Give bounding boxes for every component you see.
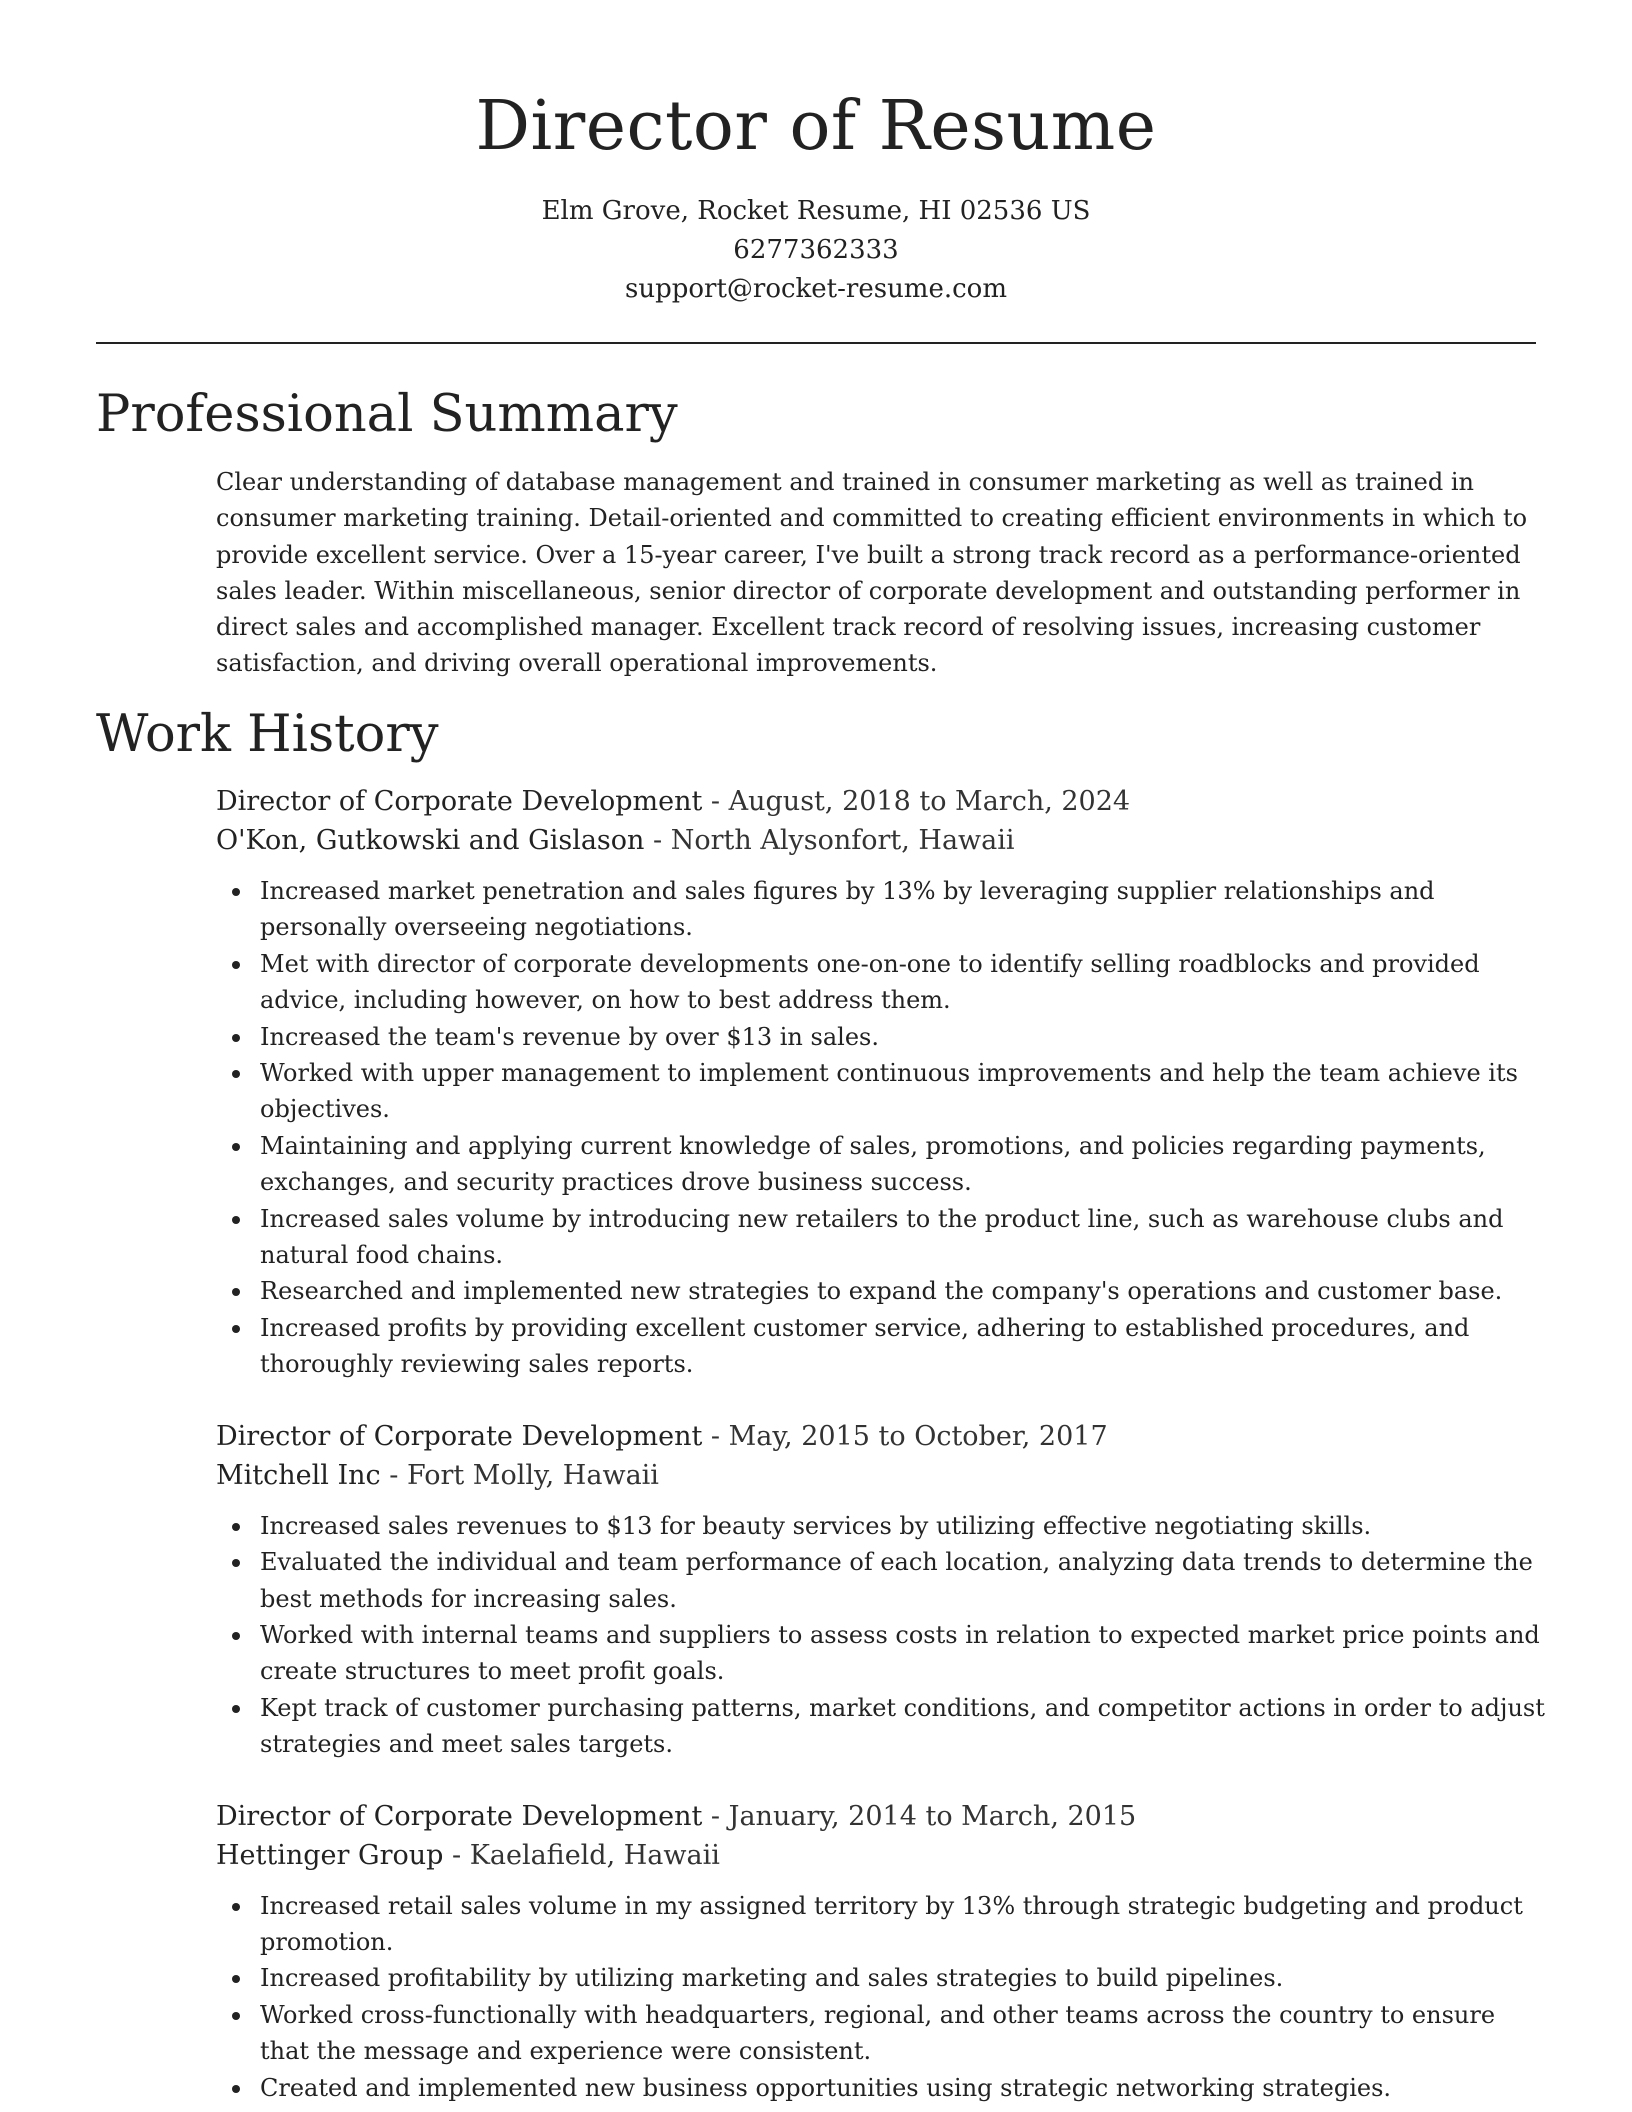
job-location: Fort Molly, Hawaii — [406, 1459, 659, 1491]
job-bullet: Increased the team's revenue by over $13 in sales. — [216, 1019, 1546, 1055]
job-bullet: Met with director of corporate developments one-on-one to identify selling roadblocks and provided advice, including however, on how to best address them. — [216, 946, 1546, 1019]
job-bullets — [216, 1508, 1546, 1763]
contact-email: support@rocket-resume.com — [624, 274, 1007, 304]
job-bullet: Maintaining and applying current knowledge of sales, promotions, and policies regarding payments, exchanges, and security practices drove business success. — [216, 1128, 1546, 1201]
job-separator: - — [443, 1839, 470, 1871]
job-company-line — [216, 1456, 1546, 1495]
job-bullets — [216, 873, 1546, 1383]
job-bullet: Increased profits by providing excellent customer service, adhering to established procedures, and thoroughly reviewing sales reports. — [216, 1310, 1546, 1383]
job-title: Director of Corporate Development — [216, 1420, 703, 1452]
job-company-line — [216, 1836, 1546, 1875]
job-location: Kaelafield, Hawaii — [469, 1839, 720, 1871]
job-location: North Alysonfort, Hawaii — [670, 825, 1015, 856]
job-separator: - — [644, 825, 671, 856]
job-entry — [216, 1417, 1546, 1763]
job-title-line — [216, 782, 1546, 821]
summary-text: Clear understanding of database management and trained in consumer marketing as well as trained in consumer marketing training. Detail-oriented and committed to creating efficient environments in which to provide excellent service. Over a 15-year career, I've built a strong track record as a performance-oriented sales leader. Within miscellaneous, senior director of corporate development and outstanding performer in direct sales and accomplished manager. Excellent track record of resolving issues, increasing customer satisfaction, and driving overall operational improvements. — [216, 468, 1528, 678]
job-company: O'Kon, Gutkowski and Gislason — [216, 825, 645, 856]
contact-address: Elm Grove, Rocket Resume, HI 02536 US — [541, 196, 1091, 226]
job-bullet: Increased sales revenues to $13 for beauty services by utilizing effective negotiating skills. — [216, 1508, 1546, 1544]
job-dates: January, 2014 to March, 2015 — [728, 1800, 1137, 1832]
contact-info — [0, 192, 1632, 309]
header-divider — [96, 342, 1536, 344]
job-company-line — [216, 821, 1546, 860]
work-history-list — [216, 782, 1546, 2112]
job-bullet: Increased profitability by utilizing marketing and sales strategies to build pipelines. — [216, 1960, 1546, 1996]
job-bullet: Worked with upper management to implement continuous improvements and help the team achieve its objectives. — [216, 1055, 1546, 1128]
job-bullet: Created and implemented new business opportunities using strategic networking strategies. — [216, 2070, 1546, 2106]
job-entry — [216, 782, 1546, 1383]
job-dates: August, 2018 to March, 2024 — [728, 786, 1131, 817]
work-history-heading: Work History — [96, 705, 439, 764]
contact-phone: 6277362333 — [733, 235, 899, 265]
resume-name: Director of Resume — [475, 87, 1157, 166]
job-bullet: Increased sales volume by introducing new retailers to the product line, such as warehouse clubs and natural food chains. — [216, 1201, 1546, 1274]
job-bullet: Increased retail sales volume in my assigned territory by 13% through strategic budgeting and product promotion. — [216, 1888, 1546, 1961]
job-dates: May, 2015 to October, 2017 — [728, 1420, 1108, 1452]
job-separator: - — [702, 786, 729, 817]
job-bullet: Worked with internal teams and suppliers to assess costs in relation to expected market price points and create structures to meet profit goals. — [216, 1617, 1546, 1690]
job-separator: - — [702, 1800, 729, 1832]
job-bullet: Researched and implemented new strategies to expand the company's operations and customer base. — [216, 1273, 1546, 1309]
job-bullets — [216, 1888, 1546, 2106]
job-entry — [216, 1797, 1546, 2106]
job-bullet: Evaluated the individual and team performance of each location, analyzing data trends to determine the best methods for increasing sales. — [216, 1544, 1546, 1617]
job-title-line — [216, 1797, 1546, 1836]
job-title: Director of Corporate Development — [216, 786, 703, 817]
job-company: Hettinger Group — [216, 1839, 444, 1871]
job-company: Mitchell Inc — [216, 1459, 381, 1491]
job-separator: - — [380, 1459, 407, 1491]
job-bullet: Worked cross-functionally with headquarters, regional, and other teams across the country to ensure that the message and experience were consistent. — [216, 1997, 1546, 2070]
job-separator: - — [702, 1420, 729, 1452]
job-title: Director of Corporate Development — [216, 1800, 703, 1832]
job-bullet: Kept track of customer purchasing patterns, market conditions, and competitor actions in order to adjust strategies and meet sales targets. — [216, 1690, 1546, 1763]
job-bullet: Increased market penetration and sales figures by 13% by leveraging supplier relationships and personally overseeing negotiations. — [216, 873, 1546, 946]
summary-heading: Professional Summary — [96, 385, 678, 444]
job-title-line — [216, 1417, 1546, 1456]
